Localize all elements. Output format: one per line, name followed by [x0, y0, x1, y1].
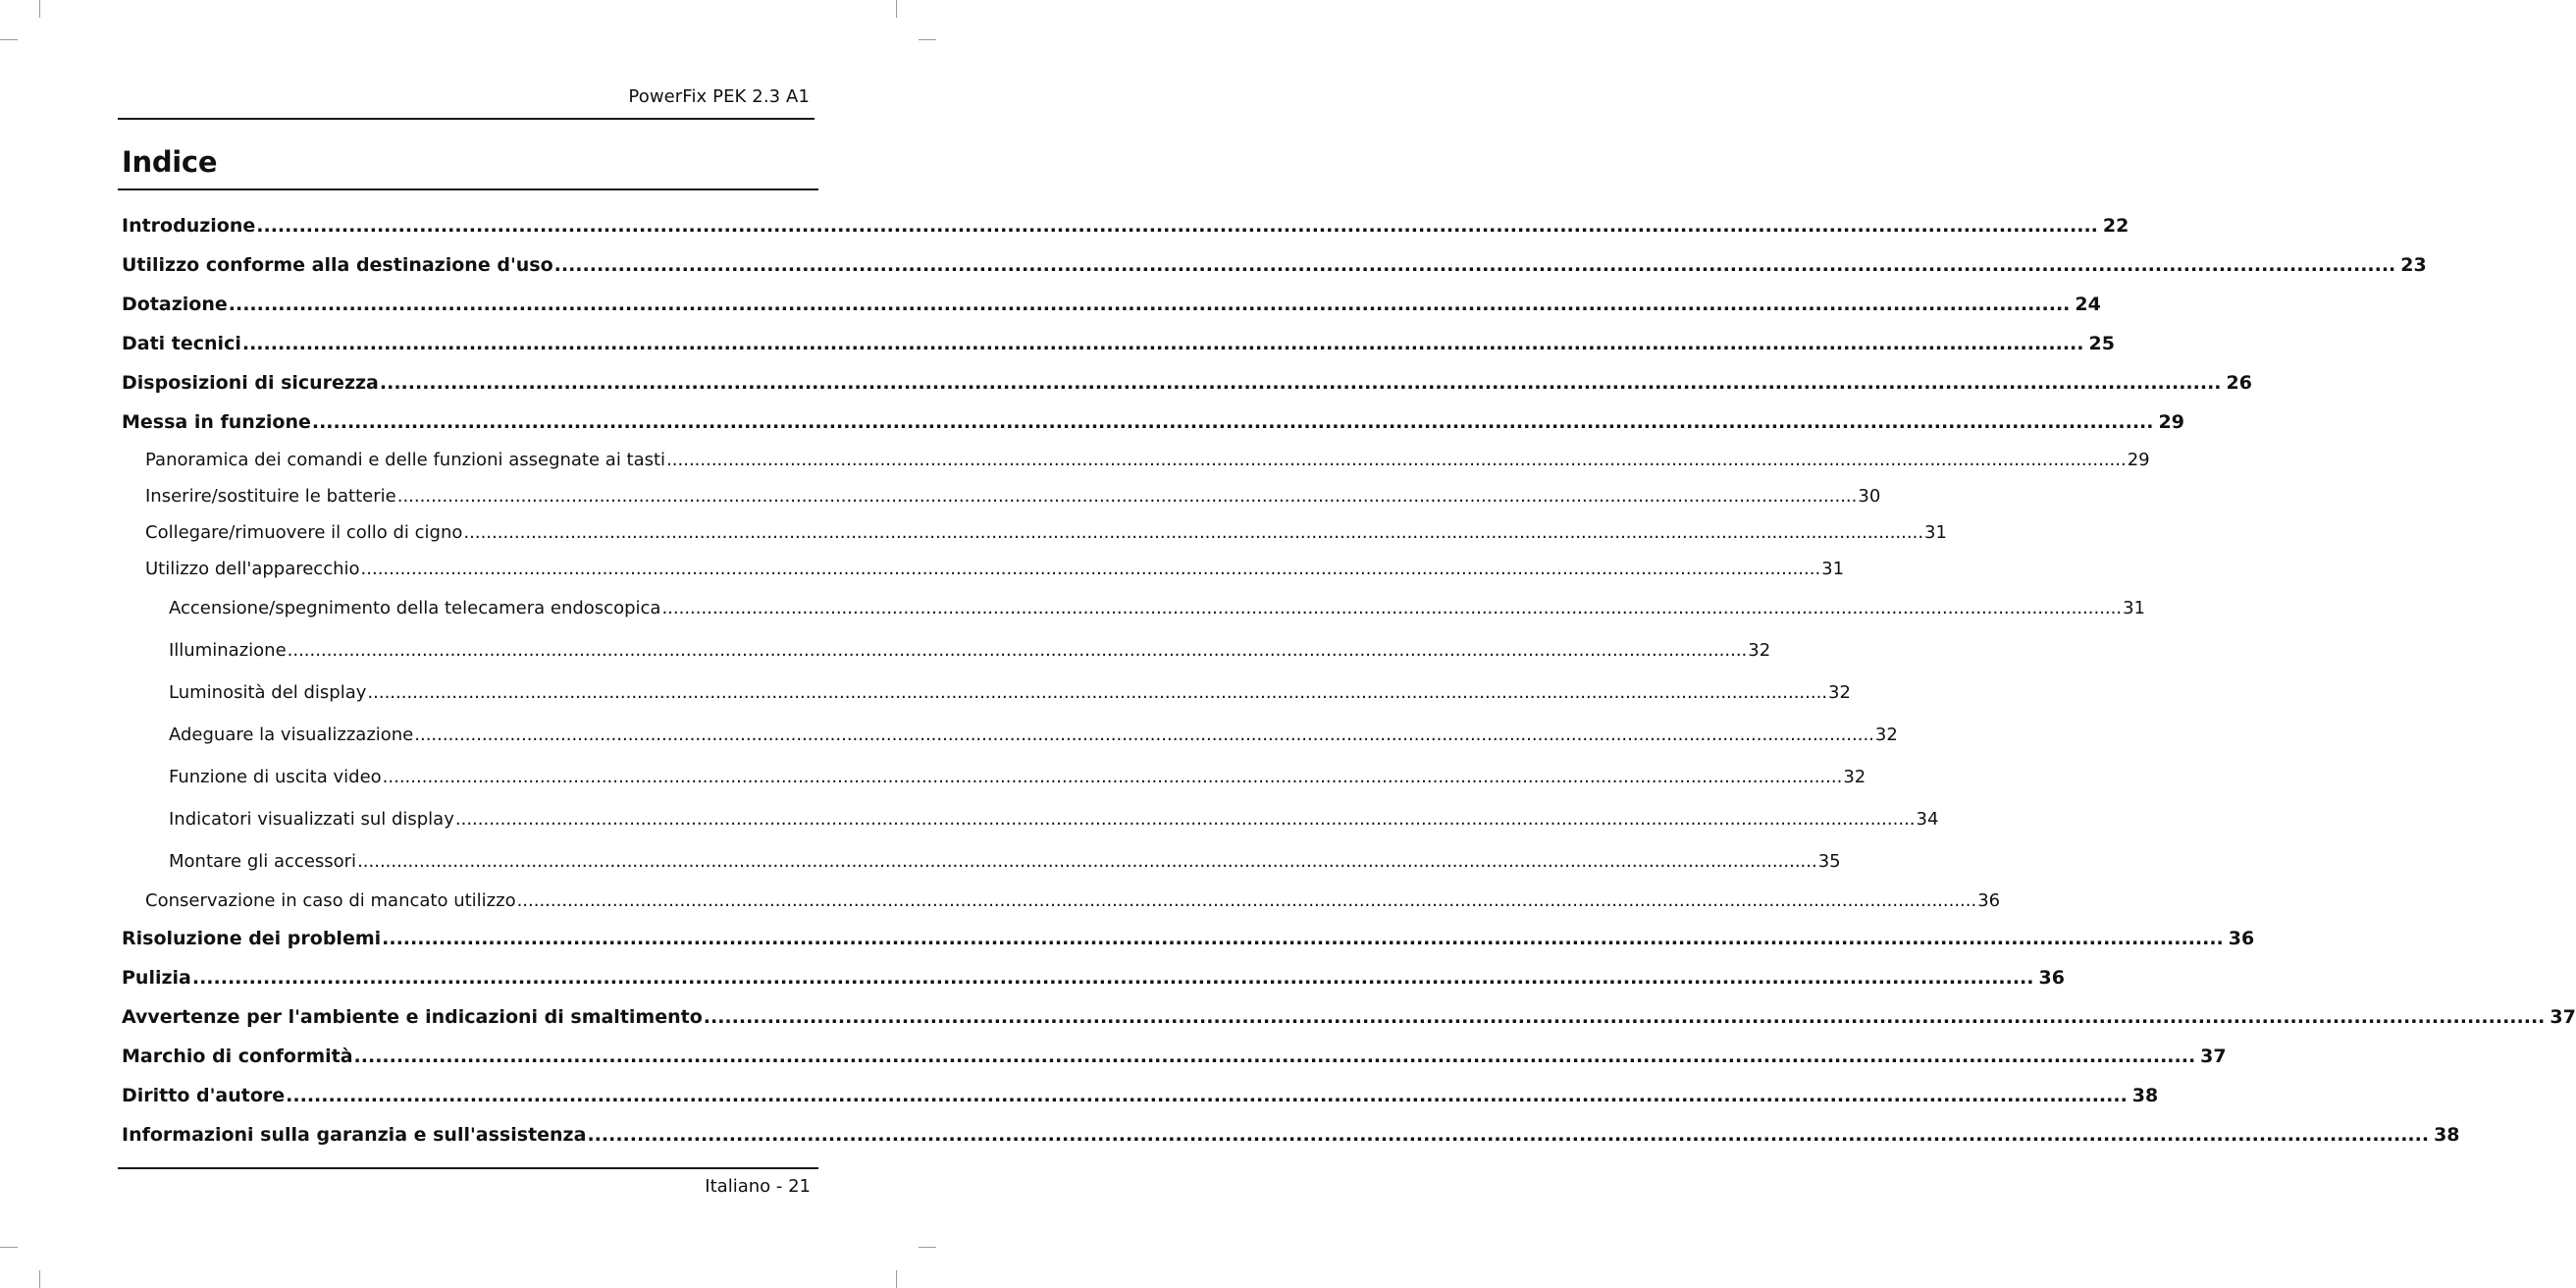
toc-entry-label: Collegare/rimuovere il collo di cigno [145, 522, 463, 543]
toc-entry [122, 1115, 2460, 1154]
crop-mark [0, 39, 18, 40]
toc-entry-label: Utilizzo dell'apparecchio [145, 559, 360, 579]
dot-leader: .................................................................................................................................................................................................................................................................... [396, 486, 1858, 507]
toc-entry-label: Conservazione in caso di mancato utilizzo [145, 890, 516, 911]
toc-entry-page: 32 [1828, 682, 1851, 703]
toc-entry-page: 37 [2550, 1006, 2576, 1028]
toc-entry-label: Dati tecnici [122, 333, 241, 354]
toc-entry-page: 23 [2400, 254, 2427, 276]
toc-entry [122, 629, 1771, 671]
dot-leader: .................................................................................................................................................................................................................................................................... [286, 1085, 2128, 1106]
toc-entry [122, 798, 1939, 840]
toc-entry-page: 36 [2228, 928, 2255, 949]
toc-entry-page: 22 [2102, 215, 2129, 237]
toc-entry-label: Indicatori visualizzati sul display [169, 809, 454, 830]
toc-entry-label: Marchio di conformità [122, 1046, 353, 1067]
toc-entry [122, 442, 2150, 478]
toc-entry-page: 25 [2088, 333, 2115, 354]
dot-leader: .................................................................................................................................................................................................................................................................... [256, 215, 2098, 237]
crop-mark [919, 1247, 936, 1248]
page-footer: Italiano - 21 [705, 1176, 811, 1197]
dot-leader: .................................................................................................................................................................................................................................................................... [360, 559, 1821, 579]
toc-entry-label: Dotazione [122, 294, 228, 315]
dot-leader: .................................................................................................................................................................................................................................................................... [241, 333, 2084, 354]
toc-entry [122, 756, 1866, 798]
dot-leader: .................................................................................................................................................................................................................................................................... [703, 1006, 2546, 1028]
page-title: Indice [122, 145, 218, 179]
toc-entry [122, 478, 1881, 514]
toc-entry-label: Panoramica dei comandi e delle funzioni assegnate ai tasti [145, 450, 666, 470]
dot-leader: .................................................................................................................................................................................................................................................................... [553, 254, 2396, 276]
dot-leader: .................................................................................................................................................................................................................................................................... [287, 640, 1748, 661]
dot-leader: .................................................................................................................................................................................................................................................................... [661, 598, 2123, 618]
toc-entry [122, 245, 2427, 285]
crop-mark [919, 39, 936, 40]
toc-entry-page: 31 [1924, 522, 1947, 543]
toc-entry-page: 32 [1748, 640, 1771, 661]
title-rule [118, 188, 818, 190]
toc-entry-label: Risoluzione dei problemi [122, 928, 382, 949]
toc-entry-page: 32 [1874, 724, 1898, 745]
dot-leader: .................................................................................................................................................................................................................................................................... [454, 809, 1916, 830]
crop-mark [39, 1270, 40, 1288]
toc-entry [122, 402, 2184, 442]
toc-entry-label: Utilizzo conforme alla destinazione d'uso [122, 254, 553, 276]
toc-entry [122, 997, 2576, 1037]
crop-mark [896, 0, 897, 18]
toc-entry [122, 587, 2145, 629]
dot-leader: .................................................................................................................................................................................................................................................................... [367, 682, 1828, 703]
toc-entry-label: Introduzione [122, 215, 256, 237]
dot-leader: .................................................................................................................................................................................................................................................................... [191, 967, 2034, 989]
toc-entry-label: Inserire/sostituire le batterie [145, 486, 396, 507]
dot-leader: .................................................................................................................................................................................................................................................................... [311, 411, 2154, 433]
toc-entry-label: Luminosità del display [169, 682, 367, 703]
toc-entry-page: 32 [1843, 767, 1866, 787]
toc-entry-label: Disposizioni di sicurezza [122, 372, 379, 394]
toc-entry [122, 285, 2101, 324]
dot-leader: .................................................................................................................................................................................................................................................................... [353, 1046, 2196, 1067]
toc-entry [122, 1076, 2159, 1115]
dot-leader: .................................................................................................................................................................................................................................................................... [587, 1124, 2430, 1146]
crop-mark [896, 1270, 897, 1288]
toc-entry-label: Funzione di uscita video [169, 767, 382, 787]
toc-entry [122, 883, 2001, 919]
toc-entry-page: 26 [2226, 372, 2252, 394]
toc-entry [122, 514, 1947, 551]
dot-leader: .................................................................................................................................................................................................................................................................... [379, 372, 2222, 394]
toc-entry [122, 919, 2255, 958]
toc-entry-page: 29 [2127, 450, 2150, 470]
toc-entry-label: Informazioni sulla garanzia e sull'assistenza [122, 1124, 587, 1146]
toc-entry-page: 24 [2075, 294, 2101, 315]
toc-entry-label: Illuminazione [169, 640, 287, 661]
crop-mark [0, 1247, 18, 1248]
toc-entry-label: Pulizia [122, 967, 191, 989]
toc-entry [122, 363, 2252, 402]
toc-entry-page: 31 [1821, 559, 1845, 579]
dot-leader: .................................................................................................................................................................................................................................................................... [463, 522, 1924, 543]
toc-entry [122, 958, 2065, 997]
toc-entry [122, 671, 1851, 714]
toc-entry-page: 38 [2434, 1124, 2460, 1146]
toc-entry-label: Messa in funzione [122, 411, 311, 433]
dot-leader: .................................................................................................................................................................................................................................................................... [382, 767, 1843, 787]
header-rule [118, 118, 815, 120]
toc-entry-page: 36 [2038, 967, 2065, 989]
toc-entry [122, 324, 2115, 363]
toc-entry-page: 31 [2123, 598, 2145, 618]
toc-entry-page: 35 [1817, 851, 1841, 872]
toc-entry-page: 36 [1977, 890, 2001, 911]
toc-entry-label: Montare gli accessori [169, 851, 357, 872]
toc-entry-page: 34 [1916, 809, 1939, 830]
dot-leader: .................................................................................................................................................................................................................................................................... [666, 450, 2127, 470]
toc-entry-label: Avvertenze per l'ambiente e indicazioni di smaltimento [122, 1006, 703, 1028]
toc-entry [122, 714, 1898, 756]
dot-leader: .................................................................................................................................................................................................................................................................... [382, 928, 2224, 949]
toc-entry [122, 551, 1845, 587]
dot-leader: .................................................................................................................................................................................................................................................................... [357, 851, 1817, 872]
toc-entry-label: Diritto d'autore [122, 1085, 286, 1106]
toc-entry [122, 1037, 2227, 1076]
toc-entry-page: 38 [2131, 1085, 2159, 1106]
toc-entry-page: 30 [1858, 486, 1881, 507]
footer-rule [118, 1167, 818, 1169]
table-of-contents [122, 206, 2576, 1154]
toc-entry [122, 840, 1841, 883]
toc-entry [122, 206, 2129, 245]
crop-mark [39, 0, 40, 18]
dot-leader: .................................................................................................................................................................................................................................................................... [414, 724, 1874, 745]
toc-entry-label: Adeguare la visualizzazione [169, 724, 414, 745]
toc-entry-page: 29 [2158, 411, 2184, 433]
running-header: PowerFix PEK 2.3 A1 [628, 86, 810, 107]
dot-leader: .................................................................................................................................................................................................................................................................... [516, 890, 1977, 911]
toc-entry-page: 37 [2200, 1046, 2227, 1067]
toc-entry-label: Accensione/spegnimento della telecamera endoscopica [169, 598, 661, 618]
dot-leader: .................................................................................................................................................................................................................................................................... [228, 294, 2071, 315]
